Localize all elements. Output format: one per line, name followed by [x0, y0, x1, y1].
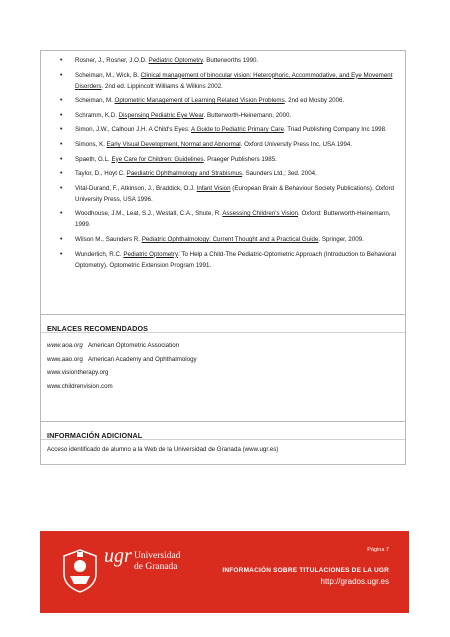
reference-title-link[interactable]: Eye Care for Children: Guidelines — [111, 155, 204, 163]
reference-item — [59, 208, 403, 230]
university-name — [134, 551, 180, 573]
reference-item — [59, 124, 403, 135]
reference-authors: Scheiman, M., Wick, B. — [75, 71, 141, 79]
reference-publisher: . Praeger Publishers 1985. — [203, 155, 277, 163]
reference-authors: Scheiman, M. — [75, 97, 115, 105]
reference-publisher: : To Help a Child-The Pediatric-Optometric Approach (Introduction to Behavioral Optometry). Optometric Extension Program 1991. — [75, 250, 396, 269]
reference-publisher: . Butterworth-Heinemann, 2000. — [203, 111, 292, 119]
link-item[interactable] — [47, 353, 405, 367]
reference-title-link[interactable]: Dispensing Pediatric Eye Wear — [118, 111, 204, 119]
reference-publisher: . 2nd ed. Lippincott Williams & Wilkins 2002. — [101, 82, 223, 90]
link-item[interactable] — [47, 339, 405, 353]
reference-authors: Rosner, J., Rosner, J.O.D. — [75, 57, 149, 64]
reference-title-link[interactable]: Pediatric Ophthalmology: Current Thought and a Practical Guide — [141, 235, 319, 243]
reference-item — [59, 95, 403, 106]
reference-item — [59, 55, 403, 66]
reference-item — [59, 183, 403, 205]
info-title: INFORMACIÓN SOBRE TITULACIONES DE LA UGR — [222, 567, 389, 574]
reference-publisher: . Butterworths 1990. — [202, 57, 259, 64]
reference-publisher: . Triad Publishing Company Inc 1998. — [283, 126, 387, 134]
reference-authors: Taylor, D., Hoyt C. — [75, 170, 127, 178]
reference-title-link[interactable]: Paediatric Ophthalmology and Strabismus — [126, 170, 243, 178]
link-item[interactable] — [47, 380, 405, 394]
reference-item — [59, 70, 403, 92]
reference-authors: Wilson M., Saunders R. — [75, 235, 142, 243]
university-line-2: de Granada — [134, 562, 178, 572]
page-number: Página 7 — [367, 547, 389, 553]
university-line-1: Universidad — [134, 551, 181, 561]
link-url[interactable]: www.aoa.org — [47, 342, 83, 349]
reference-publisher: . Springer, 2009. — [318, 235, 364, 243]
additional-info-heading: INFORMACIÓN ADICIONAL — [41, 422, 405, 440]
link-item[interactable] — [47, 366, 405, 380]
additional-info-text: Acceso identificado de alumno a la Web de la Universidad de Granada (www.ugr.es) — [47, 446, 279, 453]
reference-publisher: . Saunders Ltd.; 3ed. 2004. — [242, 170, 317, 178]
reference-title-link[interactable]: Early Visual Development, Normal and Abnormal — [106, 140, 241, 148]
link-desc: American Academy and Ophthalmology — [87, 355, 197, 363]
link-url[interactable]: www.visiontherapy.org — [47, 369, 109, 377]
reference-publisher: . 2nd ed Mosby 2006. — [284, 97, 345, 105]
reference-authors: Spaeth, G.L. — [75, 155, 112, 163]
link-url[interactable]: www.aao.org — [47, 355, 83, 363]
links-heading: ENLACES RECOMENDADOS — [41, 315, 405, 333]
reference-authors: Wunderlich, R.C. — [75, 250, 124, 258]
ugr-logo-text: ugr — [104, 545, 132, 567]
reference-title-link[interactable]: Optometric Management of Learning Related Vision Problems — [114, 97, 285, 105]
reference-title-link[interactable]: Infant Vision — [196, 184, 231, 192]
reference-authors: Simons, K. — [75, 140, 107, 148]
reference-authors: Simon, J.W., Calhoun J.H. A Child's Eyes: — [75, 126, 192, 134]
link-desc: American Optometric Association — [87, 342, 180, 349]
info-url[interactable]: http://grados.ugr.es — [320, 577, 389, 586]
reference-publisher: (European Brain & Behaviour Society Publications). Oxford University Press, USA 1996. — [75, 184, 394, 203]
reference-item — [59, 168, 403, 179]
footer-banner — [40, 531, 409, 613]
reference-publisher: . Oxford: Butterworth-Heinemann, 1999. — [75, 210, 391, 229]
reference-authors: Woodhouse, J.M., Leat, S.J., Westall, C.A., Shute, R. — [75, 210, 223, 218]
university-crest-icon — [60, 548, 100, 594]
reference-title-link[interactable]: Pediatric Optometry — [148, 57, 203, 64]
reference-title-link[interactable]: Pediatric Optometry — [123, 250, 179, 258]
recommended-links-section — [41, 315, 405, 468]
links-list — [41, 333, 405, 393]
reference-authors: Schramm, K.D. — [75, 111, 119, 119]
reference-title-link[interactable]: Clinical management of binocular vision: Heterophoric, Accommodative, and Eye Movement Disorders — [75, 71, 393, 90]
reference-item — [59, 154, 403, 165]
reference-item — [59, 249, 403, 271]
reference-item — [59, 234, 403, 245]
reference-authors: Vital-Durand, F., Atkinson, J., Braddick, O.J. — [75, 184, 197, 192]
reference-title-link[interactable]: Assessing Children's Vision — [222, 210, 299, 218]
bibliography-section — [41, 51, 405, 315]
reference-publisher: . Oxford University Press Inc, USA 1994. — [240, 140, 353, 148]
link-url[interactable]: www.childrenvision.com — [47, 382, 113, 390]
reference-title-link[interactable]: A Guide to Pediatric Primary Care — [191, 126, 284, 134]
reference-item — [59, 139, 403, 150]
content-frame — [40, 50, 406, 465]
reference-item — [59, 110, 403, 121]
additional-info-section — [41, 421, 405, 453]
reference-list — [59, 55, 403, 274]
